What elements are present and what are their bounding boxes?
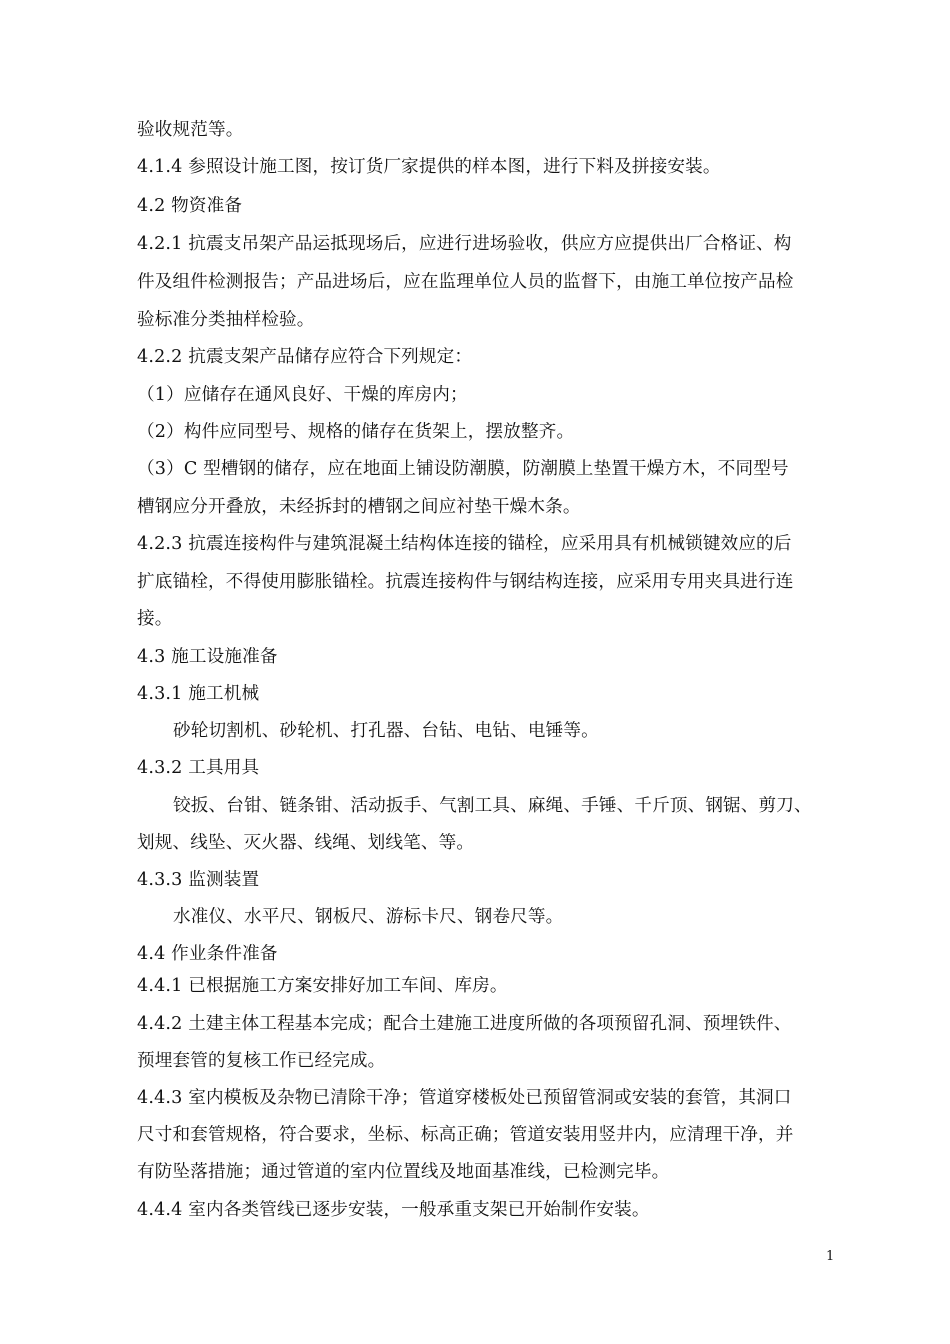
subsection-heading: 4.3.1 施工机械 <box>137 684 260 704</box>
text-line: 4.2.3 抗震连接构件与建筑混凝土结构体连接的锚栓，应采用具有机械锁键效应的后 <box>137 534 792 554</box>
subsection-heading: 4.3.2 工具用具 <box>137 758 260 778</box>
text-line: 接。 <box>137 609 173 629</box>
section-heading: 4.2 物资准备 <box>137 196 243 216</box>
text-line: 槽钢应分开叠放，未经拆封的槽钢之间应衬垫干燥木条。 <box>137 497 581 517</box>
text-line: 验标准分类抽样检验。 <box>137 310 315 330</box>
text-line: 4.2.2 抗震支架产品储存应符合下列规定： <box>137 347 473 367</box>
text-line: 预埋套管的复核工作已经完成。 <box>137 1051 386 1071</box>
section-heading: 4.4 作业条件准备 <box>137 944 278 964</box>
text-line: 尺寸和套管规格，符合要求，坐标、标高正确；管道安装用竖井内，应清理干净，并 <box>137 1125 794 1145</box>
text-line: 4.4.3 室内模板及杂物已清除干净；管道穿楼板处已预留管洞或安装的套管，其洞口 <box>137 1088 792 1108</box>
text-line: 4.4.4 室内各类管线已逐步安装，一般承重支架已开始制作安装。 <box>137 1200 650 1220</box>
text-line: 4.4.2 土建主体工程基本完成；配合土建施工进度所做的各项预留孔洞、预埋铁件、 <box>137 1014 792 1034</box>
text-line: 扩底锚栓，不得使用膨胀锚栓。抗震连接构件与钢结构连接，应采用专用夹具进行连 <box>137 572 794 592</box>
page-number: 1 <box>826 1249 835 1264</box>
subsection-heading: 4.3.3 监测装置 <box>137 870 260 890</box>
text-line: 砂轮切割机、砂轮机、打孔器、台钻、电钻、电锤等。 <box>173 721 599 741</box>
text-line: 有防坠落措施；通过管道的室内位置线及地面基准线，已检测完毕。 <box>137 1162 670 1182</box>
list-item: （1）应储存在通风良好、干燥的库房内； <box>137 385 468 405</box>
text-line: 验收规范等。 <box>137 120 244 140</box>
text-line: 4.1.4 参照设计施工图，按订货厂家提供的样本图，进行下料及拼接安装。 <box>137 157 721 177</box>
text-line: 划规、线坠、灭火器、线绳、划线笔、等。 <box>137 833 475 853</box>
section-heading: 4.3 施工设施准备 <box>137 647 278 667</box>
text-line: 水准仪、水平尺、钢板尺、游标卡尺、钢卷尺等。 <box>173 907 564 927</box>
text-line: 4.4.1 已根据施工方案安排好加工车间、库房。 <box>137 976 508 996</box>
text-line: 铰扳、台钳、链条钳、活动扳手、气割工具、麻绳、手锤、千斤顶、钢锯、剪刀、 <box>173 796 812 816</box>
list-item: （3）C 型槽钢的储存，应在地面上铺设防潮膜，防潮膜上垫置干燥方木，不同型号 <box>137 459 789 479</box>
text-line: 件及组件检测报告；产品进场后，应在监理单位人员的监督下，由施工单位按产品检 <box>137 272 794 292</box>
list-item: （2）构件应同型号、规格的储存在货架上，摆放整齐。 <box>137 422 575 442</box>
text-line: 4.2.1 抗震支吊架产品运抵现场后，应进行进场验收，供应方应提供出厂合格证、构 <box>137 234 792 254</box>
